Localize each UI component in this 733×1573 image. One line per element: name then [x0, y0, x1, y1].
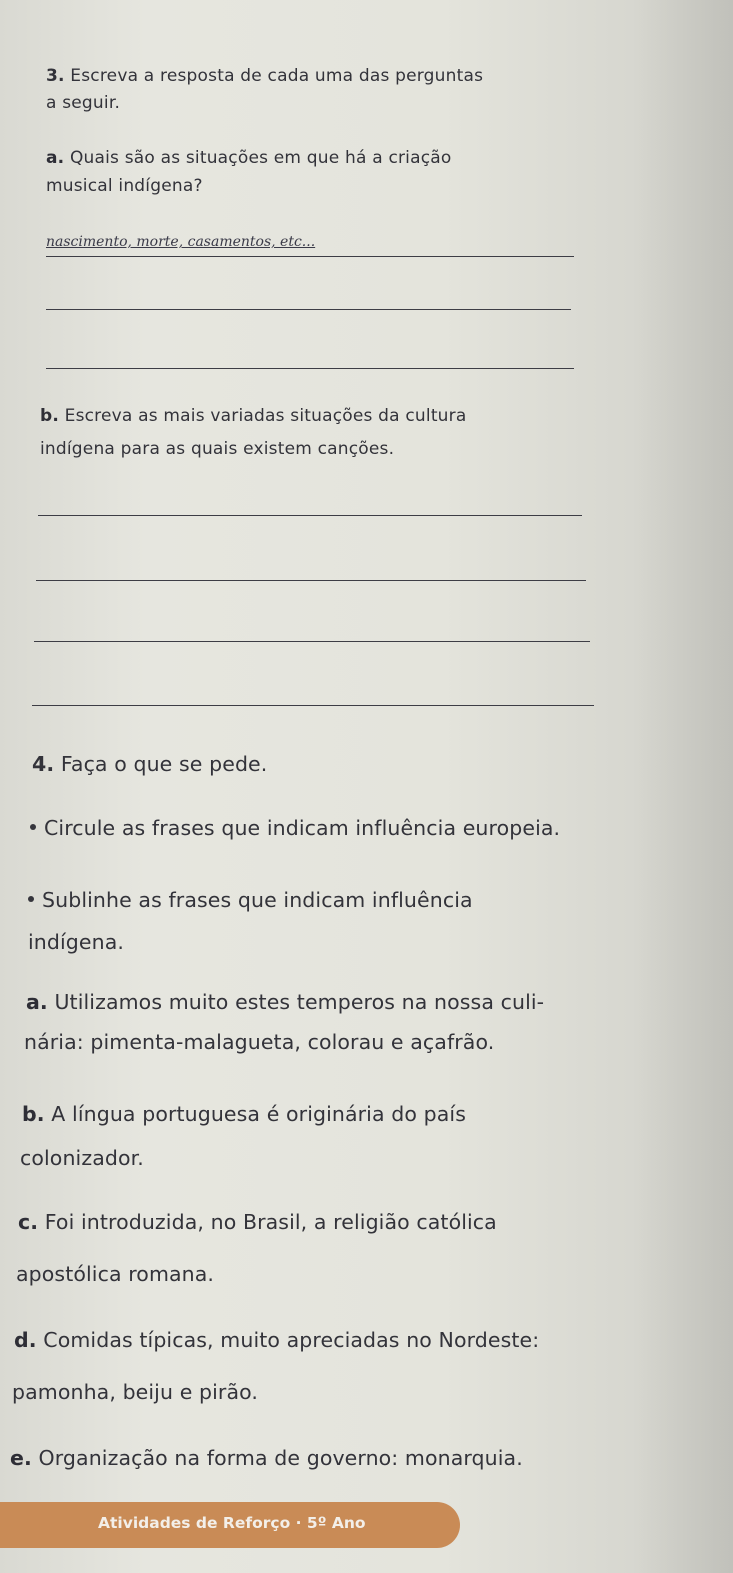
item-b-letter: b. [22, 1102, 45, 1126]
item-e-line1 [10, 1446, 523, 1470]
item-b-text: A língua portuguesa é originária do país [51, 1102, 466, 1126]
question-3b-line1 [40, 406, 466, 426]
question-3b-line2: indígena para as quais existem canções. [40, 439, 395, 459]
question-4-number: 4. [32, 752, 55, 776]
handwritten-answer-3a: nascimento, morte, casamentos, etc... [46, 234, 316, 250]
item-d-line1 [14, 1328, 539, 1352]
answer-line-3a-2 [46, 309, 571, 310]
question-4-heading [32, 752, 267, 776]
question-3b-text: Escreva as mais variadas situações da cultura [64, 406, 467, 426]
item-a-letter: a. [26, 990, 48, 1014]
item-a-line1 [26, 990, 544, 1014]
item-b-line2: colonizador. [20, 1146, 144, 1170]
answer-line-3b-1 [38, 515, 582, 516]
instruction-underline-text: Sublinhe as frases que indicam influência [42, 888, 473, 912]
question-3a-line2: musical indígena? [46, 176, 203, 196]
instruction-circle-text: Circule as frases que indicam influência europeia. [44, 816, 561, 840]
item-c-text: Foi introduzida, no Brasil, a religião católica [44, 1210, 497, 1234]
question-3b-letter: b. [40, 406, 60, 426]
question-3-line2: a seguir. [46, 93, 121, 113]
answer-line-3b-3 [34, 641, 590, 642]
instruction-underline-line2: indígena. [28, 930, 124, 954]
question-4-text: Faça o que se pede. [60, 752, 268, 776]
instruction-underline-line1 [28, 888, 473, 912]
item-c-letter: c. [18, 1210, 39, 1234]
item-b-line1 [22, 1102, 466, 1126]
item-e-text: Organização na forma de governo: monarquia. [38, 1446, 523, 1470]
question-3-text: Escreva a resposta de cada uma das perguntas [70, 66, 484, 86]
answer-line-3b-2 [36, 580, 586, 581]
item-c-line1 [18, 1210, 497, 1234]
item-d-letter: d. [14, 1328, 37, 1352]
answer-line-3a-3 [46, 368, 574, 369]
question-3a-letter: a. [46, 148, 65, 168]
answer-line-3a-1 [46, 256, 574, 257]
bullet-icon [28, 896, 34, 902]
item-a-line2: nária: pimenta-malagueta, colorau e açafrão. [24, 1030, 495, 1054]
question-3a-line1 [46, 148, 451, 168]
item-c-line2: apostólica romana. [16, 1262, 215, 1286]
question-3a-text: Quais são as situações em que há a criação [69, 148, 452, 168]
page-shadow [633, 0, 733, 1573]
bullet-icon [30, 824, 36, 830]
item-a-text: Utilizamos muito estes temperos na nossa culi- [54, 990, 545, 1014]
item-d-line2: pamonha, beiju e pirão. [12, 1380, 259, 1404]
question-3-number: 3. [46, 66, 65, 86]
item-e-letter: e. [10, 1446, 32, 1470]
answer-line-3b-4 [32, 705, 594, 706]
footer-banner [0, 1502, 460, 1548]
instruction-circle [30, 816, 560, 840]
question-3-line1 [46, 66, 483, 86]
item-d-text: Comidas típicas, muito apreciadas no Nordeste: [43, 1328, 540, 1352]
footer-text: Atividades de Reforço · 5º Ano [98, 1514, 366, 1532]
